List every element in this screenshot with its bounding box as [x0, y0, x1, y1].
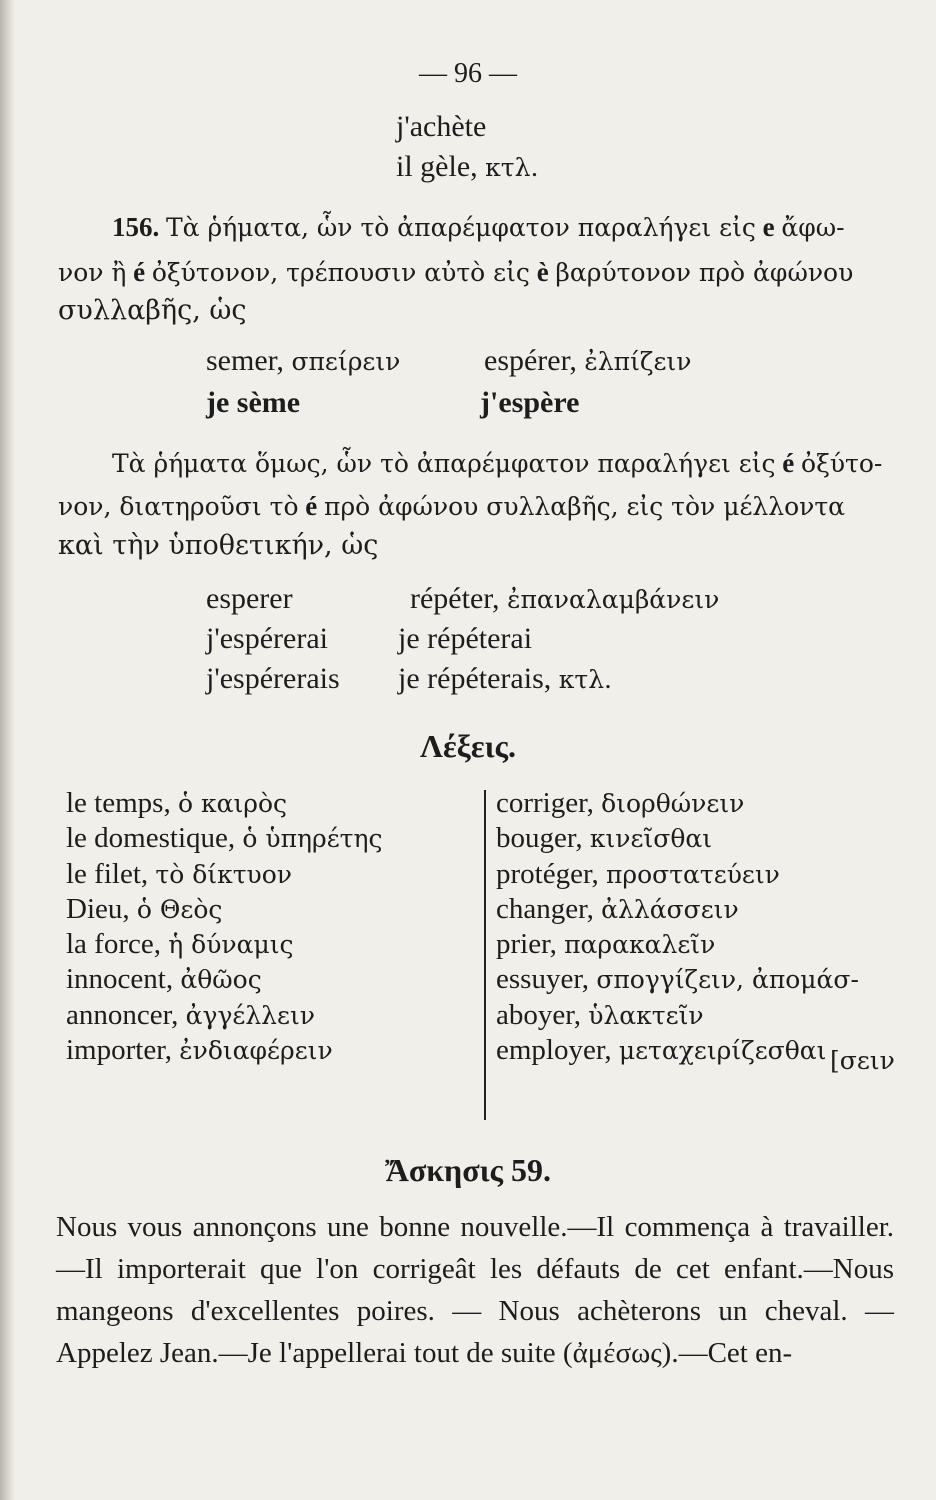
vocab-right-fr: prier,	[496, 928, 557, 961]
page-number: — 96 —	[419, 58, 517, 89]
example-1-right-1	[484, 344, 691, 378]
vocab-right-gr: παρακαλεῖν	[564, 930, 716, 960]
vocab-left-gr: ἀθῶος	[180, 965, 262, 995]
vocab-left-fr: Dieu,	[66, 892, 130, 925]
example-1-right-1-gr: ἐλπίζειν	[584, 347, 692, 376]
example-1-left-1-gr: σπείρειν	[291, 347, 401, 376]
vocab-right-gr: μεταχειρίζεσθαι	[618, 1036, 827, 1066]
vocab-left-gr: ὁ Θεὸς	[136, 894, 223, 924]
vocab-right-fr: corriger,	[496, 787, 594, 819]
vocab-right-fr: employer,	[496, 1034, 612, 1067]
vocab-left-fr: le domestique,	[66, 822, 236, 855]
paragraph-2-text-2b: πρὸ ἀφώνου συλλαβῆς, εἰς τὸν μέλλοντα	[324, 492, 846, 521]
vocab-right-gr: ὑλακτεῖν	[588, 1000, 704, 1030]
vocab-left-row	[66, 998, 382, 1033]
vocab-left-row	[66, 786, 382, 821]
vocab-right-fr: changer,	[496, 892, 594, 925]
paragraph-2-text-2a: νον, διατηροῦσι τὸ	[58, 492, 299, 521]
example-2-right-3	[398, 662, 612, 696]
vocab-left-row	[66, 821, 382, 856]
vocab-right-fr: essuyer,	[496, 963, 590, 996]
section-156-line-1	[112, 208, 845, 247]
example-1-right-1-fr: espérer,	[484, 344, 577, 377]
example-2-right-1-fr: répéter,	[410, 582, 500, 615]
section-156-text-2b: ὀξύτονον, τρέπουσιν αὐτὸ εἰς	[151, 258, 530, 287]
top-line-1-fr: j'achète	[396, 110, 487, 143]
vocab-left-gr: ἀγγέλλειν	[185, 1000, 315, 1030]
vocab-right-gr: διορθώνειν	[601, 789, 745, 818]
paragraph-2-text-1b: ὀξύτο-	[801, 449, 883, 478]
section-156-text-2c: βαρύτονον πρὸ ἀφώνου	[555, 258, 854, 287]
vocab-heading: Λέξεις.	[420, 728, 516, 764]
paragraph-2-line-2	[58, 487, 845, 526]
top-line-1	[396, 110, 486, 144]
example-2-left-2: j'espérerai	[206, 622, 328, 655]
example-2-left-3: j'espérerais	[206, 662, 340, 695]
section-number: 156.	[112, 212, 160, 242]
example-2-right-3-fr: je répéterais,	[398, 662, 552, 695]
vocab-divider	[484, 790, 486, 1120]
vocab-left-row	[66, 857, 382, 892]
vocab-left-row	[66, 962, 382, 997]
vocab-right-row	[496, 892, 859, 927]
vocab-left-gr: ὁ ὑπηρέτης	[242, 824, 383, 854]
vocab-right-gr: σπογγίζειν, ἀπομάσ-	[596, 965, 859, 995]
vocab-left-fr: le filet,	[66, 857, 149, 890]
exercise-heading: Ἄσκησις 59.	[384, 1152, 552, 1188]
paragraph-2-line-1	[112, 444, 882, 483]
vocab-left-gr: ἐνδιαφέρειν	[179, 1036, 333, 1066]
vocab-right-gr: προστατεύειν	[605, 859, 780, 889]
example-2-right-1-gr: ἐπαναλαμβάνειν	[507, 585, 720, 614]
vocab-right-row	[496, 1033, 859, 1068]
letter-e: e	[762, 212, 775, 242]
vocab-left-column	[66, 786, 382, 1068]
section-156-text-2a: νον ἢ	[58, 258, 127, 287]
vocab-right-fr: aboyer,	[496, 998, 581, 1031]
vocab-left-gr: ἡ δύναμις	[168, 930, 294, 960]
vocab-left-fr: annoncer,	[66, 998, 179, 1031]
vocab-right-row	[496, 998, 859, 1033]
exercise-text: Nous vous annonçons une bonne nouvelle.—Il commença à travailler.—Il importerait que l'on corrigeât les défauts de cet enfant.—Nous mangeons d'excellentes poires. — Nous achèterons un cheval. — Appelez Jean.—Je l'appellerai tout de suite (ἀμέσως).—Cet en-	[56, 1211, 894, 1369]
vocab-left-fr: la force,	[66, 928, 161, 961]
example-2-left-1: esperer	[206, 582, 293, 615]
vocab-left-gr: ὁ καιρὸς	[177, 789, 288, 818]
example-2-right-3-gr: κτλ.	[558, 665, 612, 694]
vocab-left-row	[66, 927, 382, 962]
example-1-left-1	[206, 344, 400, 378]
section-156-line-2	[58, 253, 853, 292]
example-1-left-1-fr: semer,	[206, 344, 284, 377]
vocab-left-gr: τὸ δίκτυον	[155, 859, 292, 889]
vocab-right-row	[496, 962, 859, 997]
vocab-right-overflow: [σειν	[830, 1046, 895, 1075]
paragraph-2-letter-2: é	[305, 491, 318, 521]
top-line-2-fr: il gèle,	[396, 150, 478, 183]
vocab-right-fr: bouger,	[496, 822, 583, 855]
paragraph-2-letter-1: é	[782, 448, 795, 478]
vocab-left-fr: le temps,	[66, 787, 171, 819]
letter-e-grave: è	[536, 257, 549, 287]
paragraph-2-text-1a: Τὰ ῥήματα ὅμως, ὧν τὸ ἀπαρέμφατον παραλήγει εἰς	[112, 449, 776, 478]
top-line-2	[396, 150, 538, 184]
vocab-right-gr: ἀλλάσσειν	[601, 894, 739, 924]
example-1-left-2: je sème	[206, 386, 301, 419]
vocab-left-row	[66, 1033, 382, 1068]
vocab-right-row	[496, 821, 859, 856]
example-2-right-1	[410, 582, 719, 616]
section-156-text-1a: Τὰ ῥήματα, ὧν τὸ ἀπαρέμφατον παραλήγει εἰς	[166, 213, 756, 242]
vocab-right-row	[496, 786, 859, 821]
section-156-text-1b: ἄφω-	[781, 213, 845, 242]
vocab-right-row	[496, 927, 859, 962]
top-line-2-gr: κτλ.	[485, 153, 539, 182]
vocab-right-row	[496, 857, 859, 892]
vocab-right-column	[496, 786, 859, 1068]
vocab-left-fr: importer,	[66, 1034, 172, 1067]
vocab-left-fr: innocent,	[66, 963, 174, 996]
section-156-line-3: συλλαβῆς, ὡς	[58, 295, 247, 326]
letter-e-acute: é	[133, 257, 146, 287]
vocab-left-row	[66, 892, 382, 927]
vocab-right-gr: κινεῖσθαι	[589, 824, 713, 854]
example-2-right-2: je répéterai	[398, 622, 533, 655]
example-1-right-2: j'espère	[480, 386, 580, 419]
vocab-right-fr: protéger,	[496, 857, 599, 890]
paragraph-2-line-3: καὶ τὴν ὑποθετικήν, ὡς	[58, 530, 379, 561]
